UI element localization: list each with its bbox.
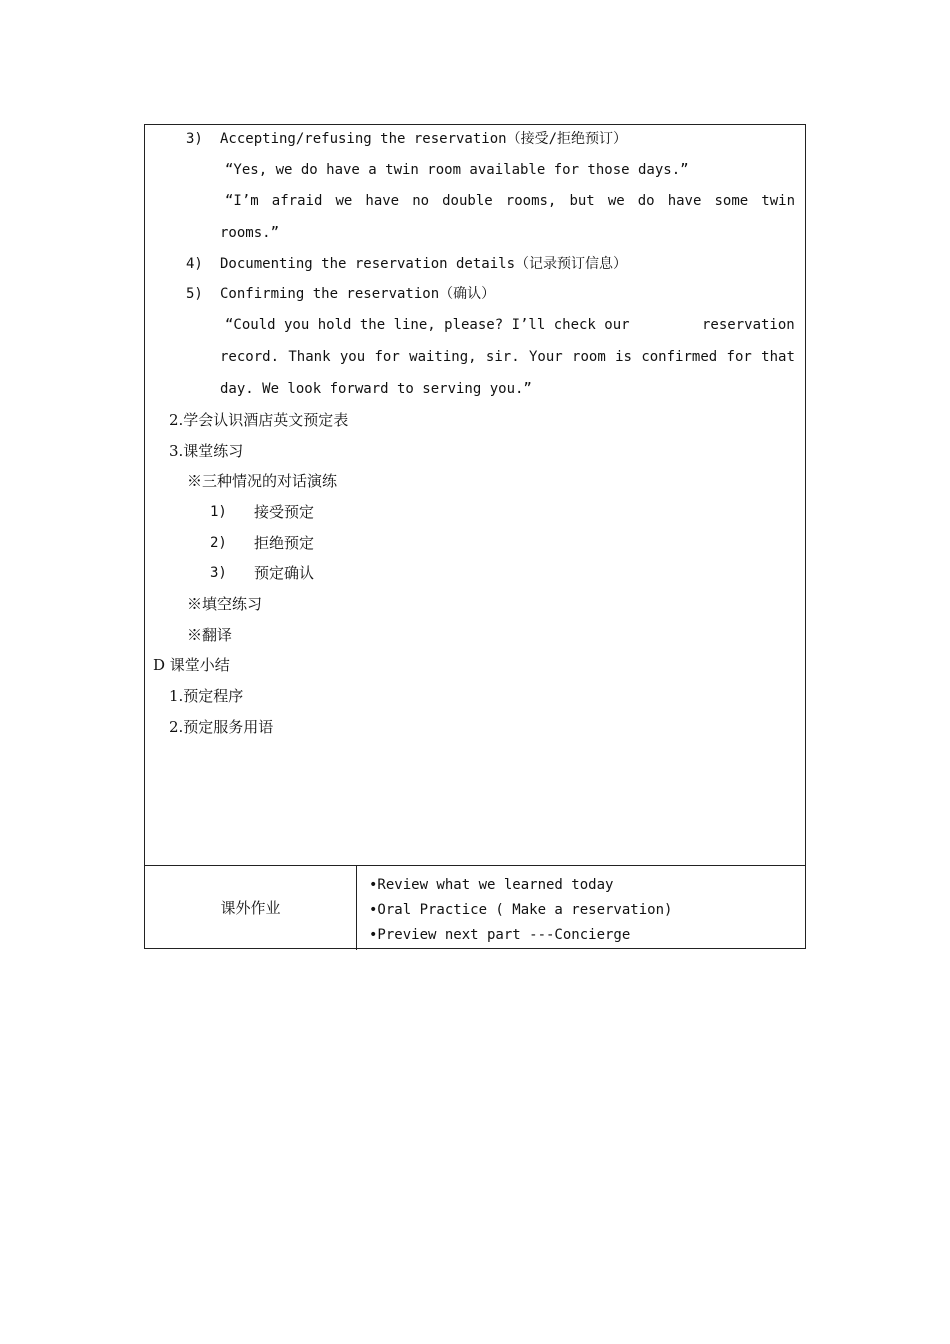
step-5-quote-line-3: day. We look forward to serving you.” — [220, 381, 532, 397]
practice-item-2-label: 拒绝预定 — [254, 534, 315, 552]
practice-item-1-label: 接受预定 — [254, 503, 315, 521]
step-3-text: Accepting/refusing the reservation（接受/拒绝预订） — [220, 131, 628, 147]
summary-item-2: 2.预定服务用语 — [169, 718, 274, 736]
step-5-quote-line-2: record. Thank you for waiting, sir. Your room is confirmed for that — [220, 349, 795, 365]
step-3-number: 3) — [186, 131, 203, 147]
step-5-quote-line-1-left: “Could you hold the line, please? I’ll check our — [225, 317, 630, 333]
practice-item-3-number: 3) — [210, 565, 227, 581]
step-5-text: Confirming the reservation（确认） — [220, 286, 496, 302]
step-5-quote-line-1-right: reservation — [702, 317, 795, 333]
summary-title: D 课堂小结 — [153, 656, 230, 674]
homework-label-cell — [145, 865, 356, 950]
step-3-quote-1: “Yes, we do have a twin room available for those days.” — [225, 162, 689, 178]
homework-item-3: •Preview next part ---Concierge — [369, 927, 631, 943]
section-item-3: 3.课堂练习 — [169, 442, 244, 460]
practice-item-3-label: 预定确认 — [254, 564, 315, 582]
step-4-number: 4) — [186, 256, 203, 272]
homework-item-1: •Review what we learned today — [369, 877, 614, 893]
fill-blank-exercise: ※填空练习 — [187, 595, 263, 613]
step-3-quote-2-line-1: “I’m afraid we have no double rooms, but we do have some twin — [225, 193, 795, 209]
lesson-table — [144, 124, 806, 949]
step-5-number: 5) — [186, 286, 203, 302]
practice-item-1-number: 1) — [210, 504, 227, 520]
summary-item-1: 1.预定程序 — [169, 687, 244, 705]
homework-column-divider — [356, 865, 357, 950]
section-item-2: 2.学会认识酒店英文预定表 — [169, 411, 349, 429]
practice-header: ※三种情况的对话演练 — [187, 472, 338, 490]
practice-item-2-number: 2) — [210, 535, 227, 551]
homework-label: 课外作业 — [220, 899, 281, 917]
translation-exercise: ※翻译 — [187, 626, 233, 644]
homework-item-2: •Oral Practice ( Make a reservation) — [369, 902, 673, 918]
step-3-quote-2-line-2: rooms.” — [220, 225, 280, 241]
step-4-text: Documenting the reservation details（记录预订信息） — [220, 256, 628, 272]
